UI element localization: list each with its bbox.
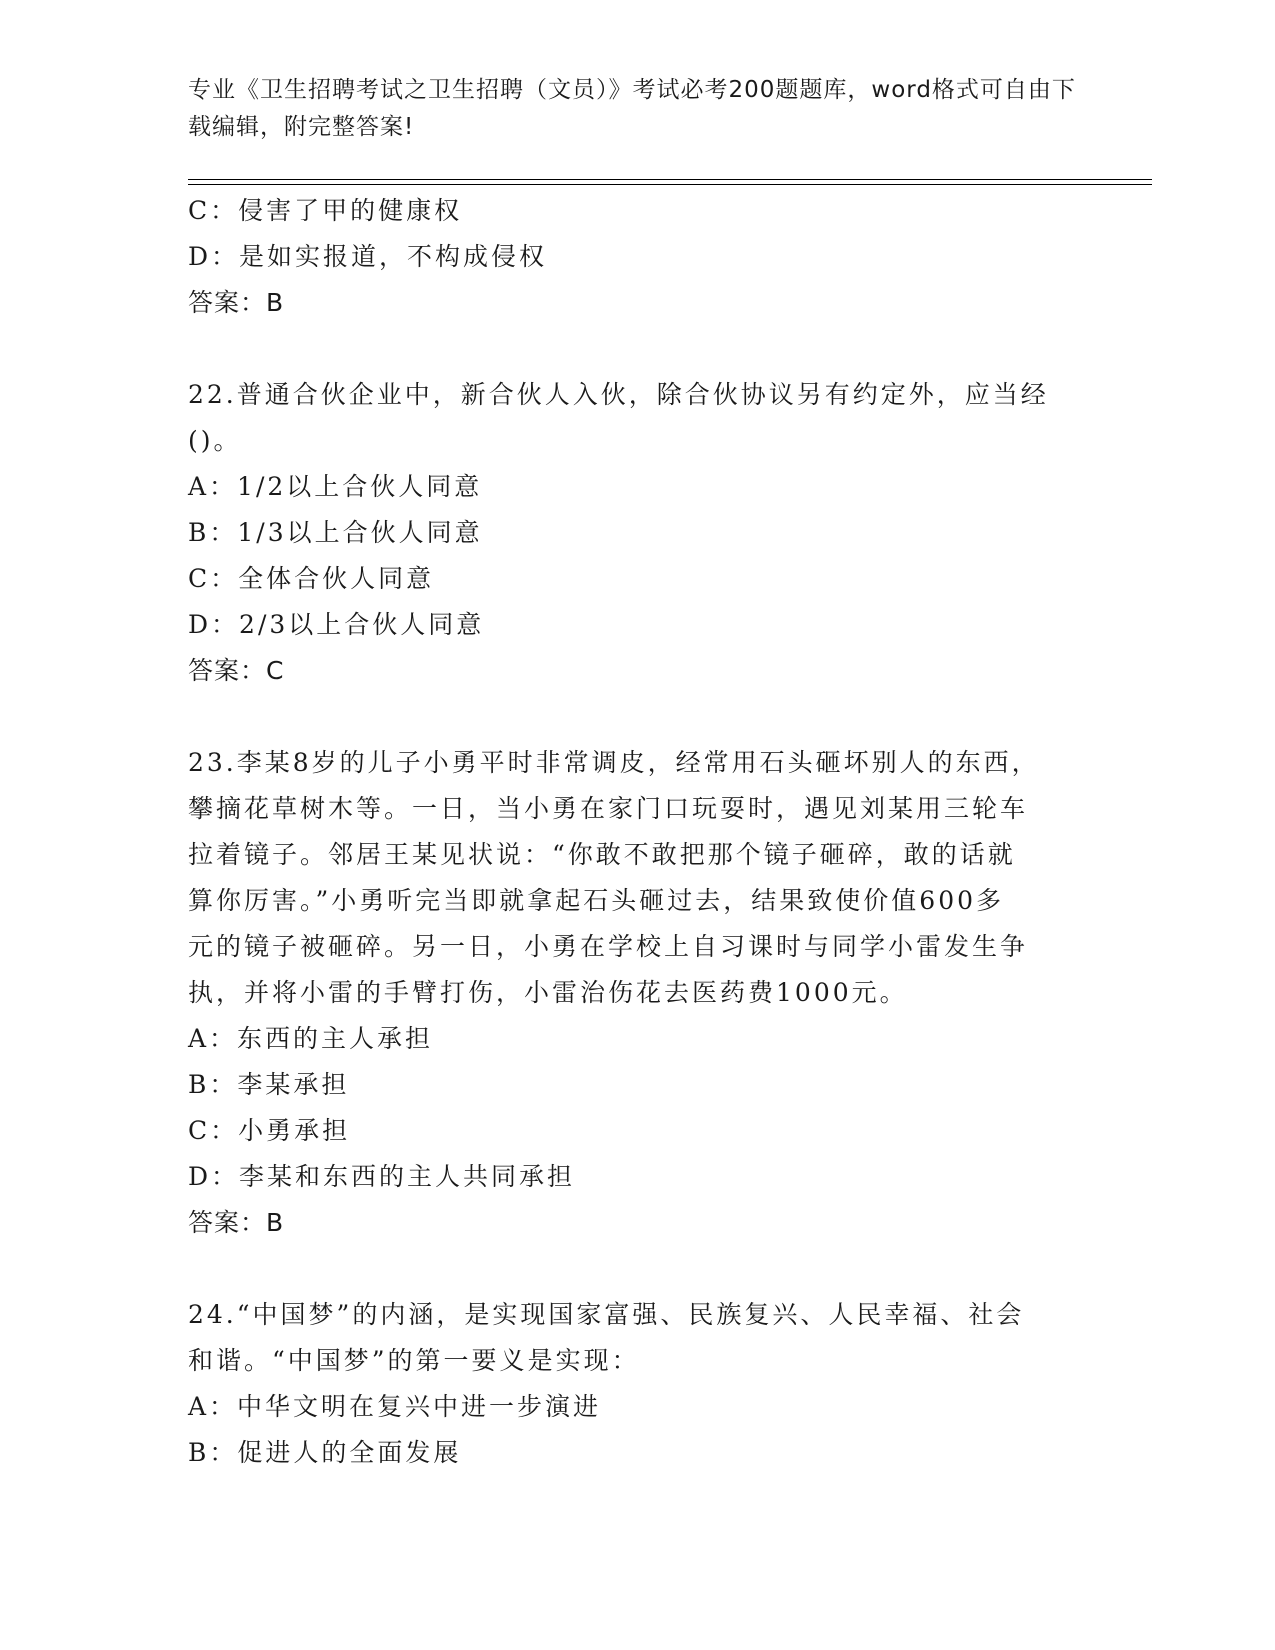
spacer [188, 326, 1088, 372]
option-a: A：1/2以上合伙人同意 [188, 472, 483, 501]
question-stem: 执，并将小雷的手臂打伤，小雷治伤花去医药费1000元。 [188, 978, 908, 1007]
question-stem: 拉着镜子。邻居王某见状说：“你敢不敢把那个镜子砸碎，敢的话就 [188, 840, 1016, 869]
spacer [188, 1246, 1088, 1292]
document-header: 专业《卫生招聘考试之卫生招聘（文员）》考试必考200题题库，word格式可自由下载编辑，附完整答案! [188, 77, 1076, 140]
question-stem: 22.普通合伙企业中，新合伙人入伙，除合伙协议另有约定外，应当经 [188, 380, 1049, 409]
option-c: C：小勇承担 [188, 1116, 351, 1145]
spacer [188, 694, 1088, 740]
option-a: A：东西的主人承担 [188, 1024, 434, 1053]
answer-line: 答案：B [188, 288, 285, 317]
question-stem: ()。 [188, 426, 242, 455]
question-stem: 攀摘花草树木等。一日，当小勇在家门口玩耍时，遇见刘某用三轮车 [188, 794, 1029, 823]
option-d: D：2/3以上合伙人同意 [188, 610, 485, 639]
question-stem: 和谐。“中国梦”的第一要义是实现： [188, 1346, 640, 1375]
answer-line: 答案：B [188, 1208, 285, 1237]
question-stem: 24.“中国梦”的内涵，是实现国家富强、民族复兴、人民幸福、社会 [188, 1300, 1025, 1329]
header-rule-bottom [188, 184, 1152, 185]
question-24 [188, 1292, 1088, 1476]
question-22 [188, 372, 1088, 694]
answer-line: 答案：C [188, 656, 285, 685]
option-b: B：李某承担 [188, 1070, 350, 1099]
document-body [188, 188, 1088, 1476]
option-a: A：中华文明在复兴中进一步演进 [188, 1392, 602, 1421]
option-b: B：促进人的全面发展 [188, 1438, 462, 1467]
option-c: C：侵害了甲的健康权 [188, 196, 463, 225]
option-d: D：是如实报道，不构成侵权 [188, 242, 548, 271]
question-stem: 元的镜子被砸碎。另一日，小勇在学校上自习课时与同学小雷发生争 [188, 932, 1029, 961]
option-b: B：1/3以上合伙人同意 [188, 518, 483, 547]
question-23 [188, 740, 1088, 1246]
option-d: D：李某和东西的主人共同承担 [188, 1162, 576, 1191]
question-stem: 23.李某8岁的儿子小勇平时非常调皮，经常用石头砸坏别人的东西， [188, 748, 1040, 777]
option-c: C：全体合伙人同意 [188, 564, 435, 593]
question-stem: 算你厉害。”小勇听完当即就拿起石头砸过去，结果致使价值600多 [188, 886, 1005, 915]
header-rule-top [188, 179, 1152, 180]
prev-question-options [188, 188, 1088, 280]
